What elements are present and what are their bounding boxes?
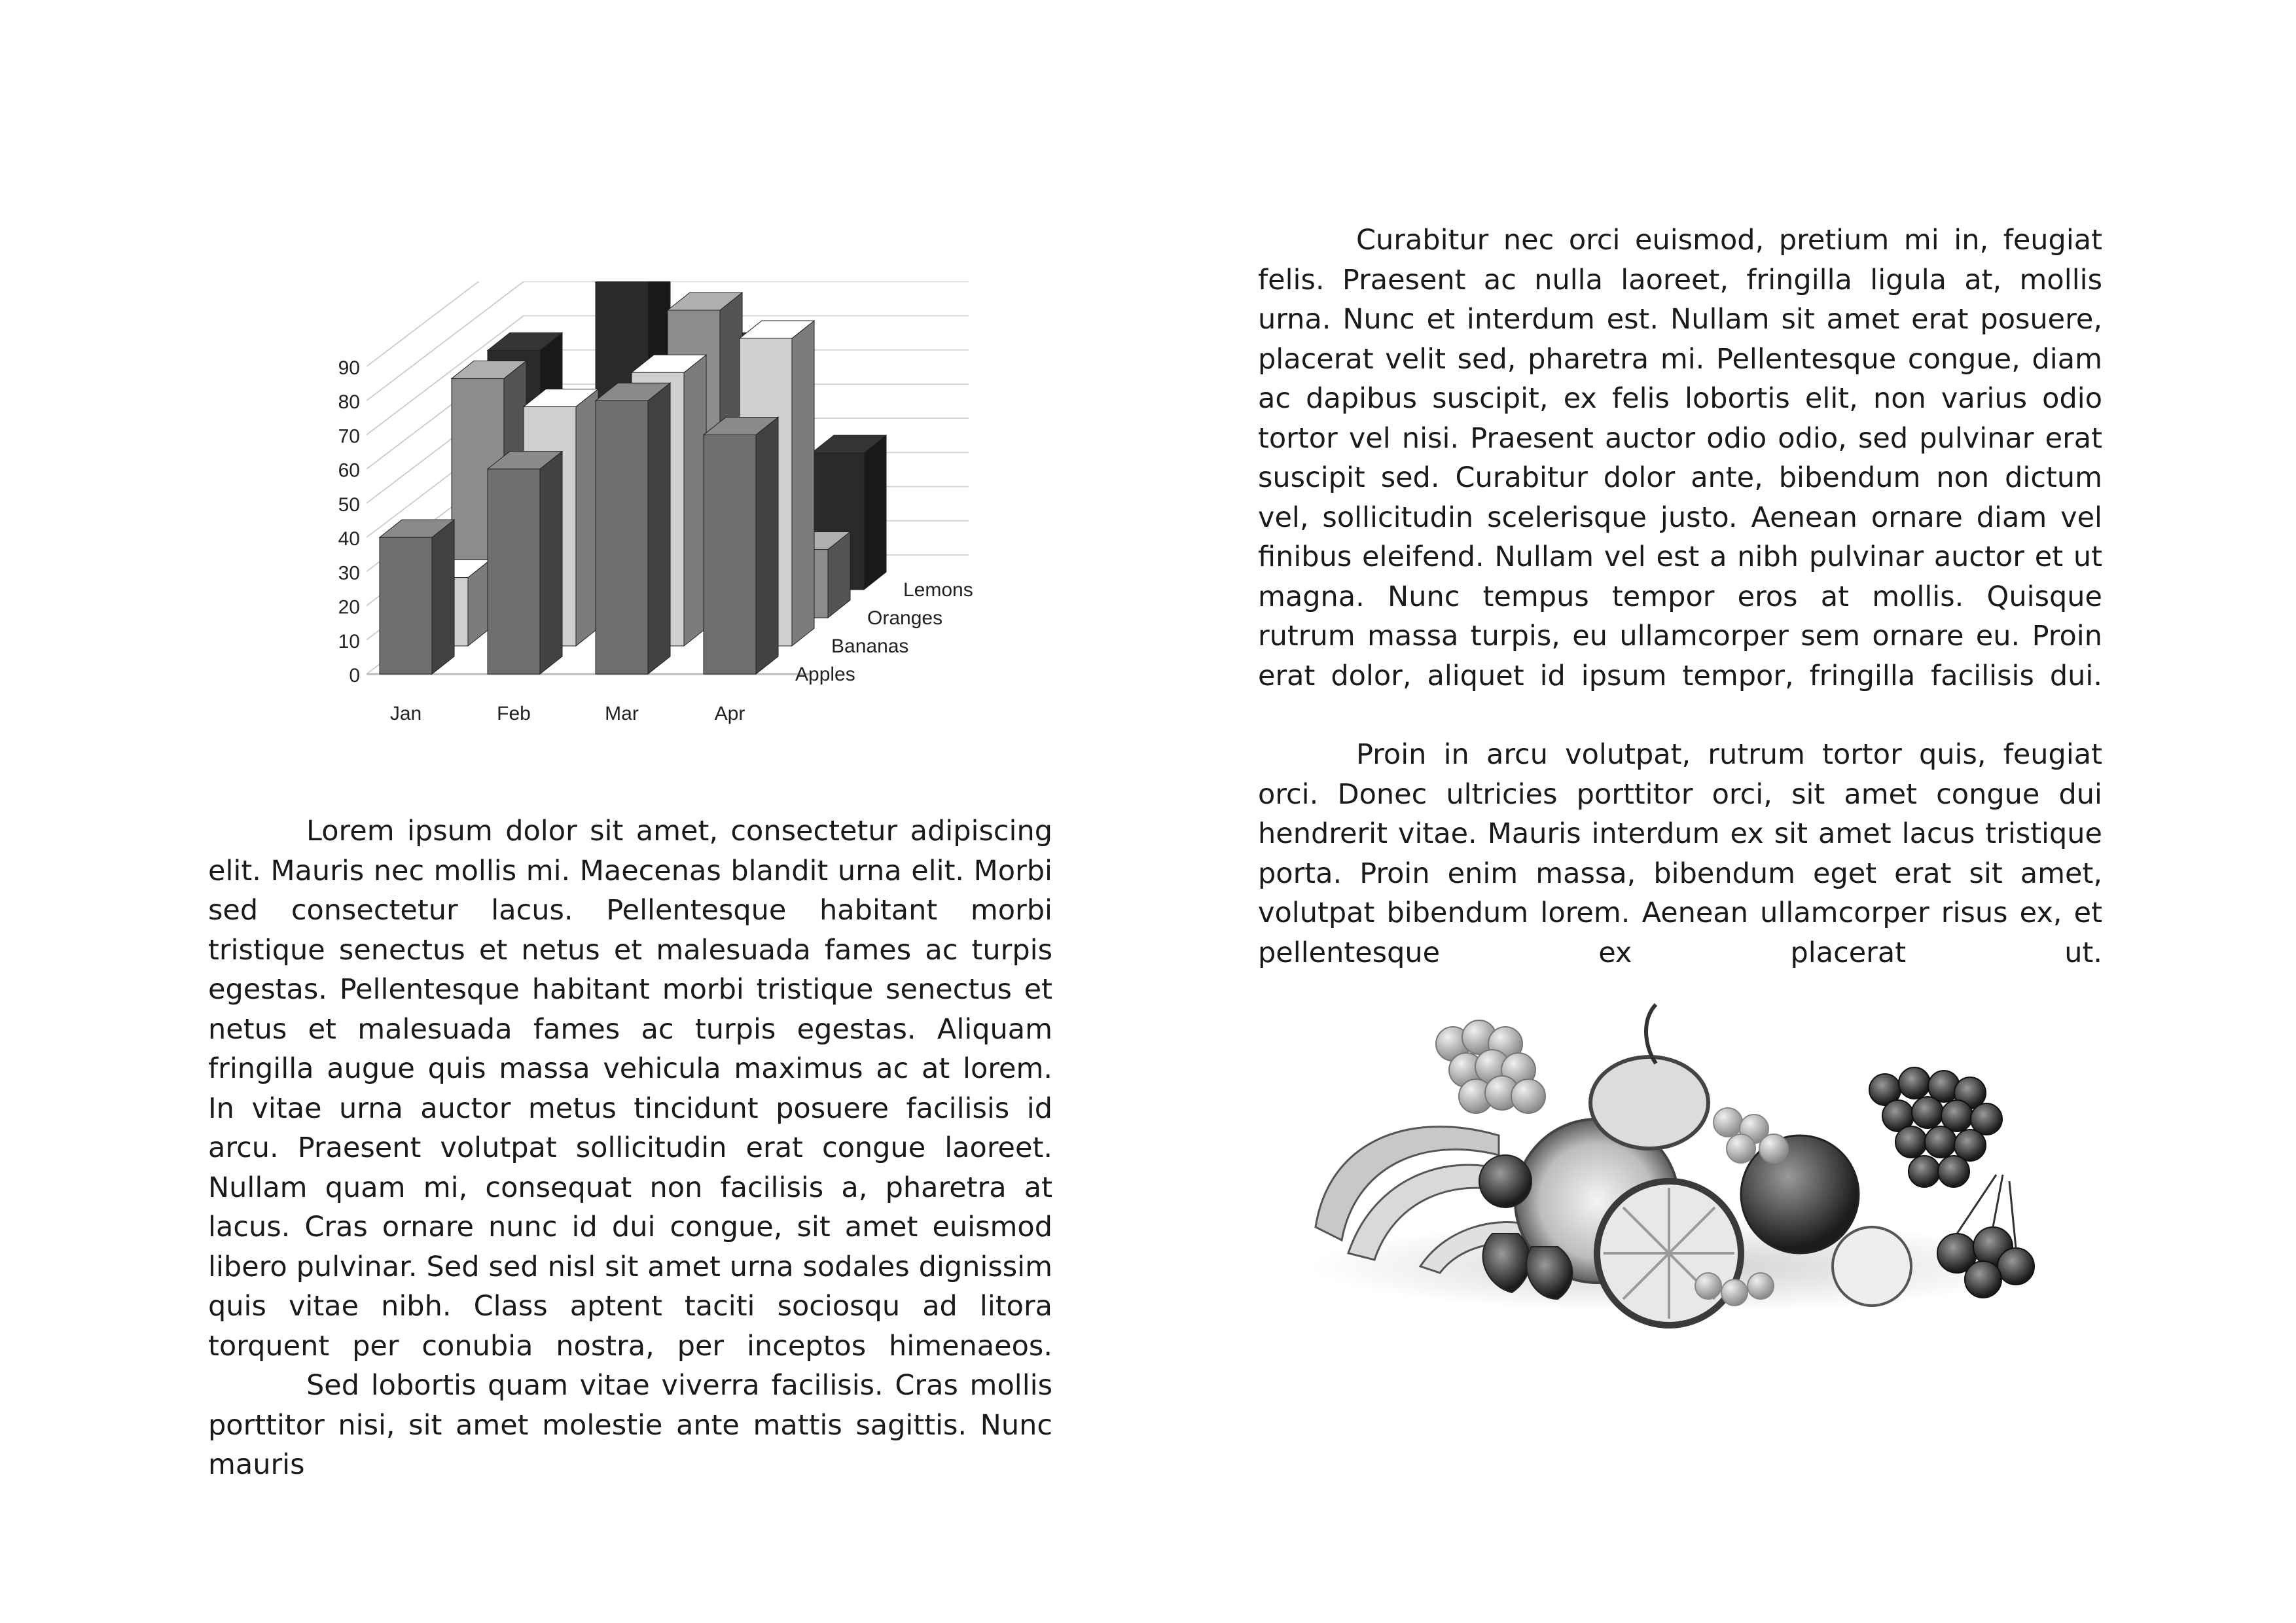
x-tick-label: Jan — [389, 703, 422, 724]
bar-chart-svg — [275, 281, 1021, 753]
y-tick-label: 30 — [338, 562, 360, 584]
right-paragraph-1: Curabitur nec orci euismod, pretium mi in, feugiat felis. Praesent ac nulla laoreet, fringilla ligula at, mollis urna. Nunc et interdum est. Nullam sit amet erat posuere, placerat velit sed, pharetra mi. Pellentesque congue, diam ac dapibus suscipit, ex felis lobortis elit, non varius odio tortor vel nisi. Praesent auctor odio odio, sed pulvinar erat suscipit sed. Curabitur dolor ante, bibendum non dictum vel, sollicitudin scelerisque justo. Aenean ornare diam vel finibus eleifend. Nullam vel est a nibh pulvinar auctor et ut magna. Nunc tempus tempor eros at mollis. Quisque rutrum massa turpis, eu ullamcorper sem ornare eu. Proin erat dolor, aliquet id ipsum tempor, fringilla facilisis dui. — [1258, 224, 2102, 692]
series-label: Lemons — [903, 579, 973, 601]
y-tick-label: 0 — [349, 665, 360, 687]
bar-chart-3d — [275, 281, 1021, 753]
bar-side — [576, 389, 598, 646]
y-tick-label: 10 — [338, 630, 360, 652]
bar-side — [756, 417, 778, 674]
y-tick-label: 90 — [338, 357, 360, 379]
x-tick-label: Feb — [497, 703, 531, 724]
bar — [380, 537, 432, 674]
y-tick-label: 60 — [338, 459, 360, 482]
bar — [596, 401, 648, 674]
right-paragraph-2: Proin in arcu volutpat, rutrum tortor quis, feugiat orci. Donec ultricies porttitor orci, sit amet congue dui hendrerit vitae. Mauris interdum ex sit amet lacus tristique porta. Proin enim massa, bibendum eget erat sit amet, volutpat bibendum lorem. Aenean ullamcorper risus ex, et pellentesque ex placerat ut. — [1258, 738, 2102, 969]
x-tick-label: Mar — [605, 703, 639, 724]
bar — [488, 469, 540, 674]
y-tick-label: 50 — [338, 493, 360, 516]
left-paragraph-2: Sed lobortis quam vitae viverra facilisis. Cras mollis porttitor nisi, sit amet molestie ante mattis sagittis. Nunc mauris — [208, 1369, 1052, 1481]
y-tick-label: 40 — [338, 528, 360, 550]
bar-side — [432, 520, 454, 674]
series-label: Apples — [795, 664, 855, 685]
bar-side — [864, 435, 886, 590]
series-label: Oranges — [867, 607, 943, 629]
x-tick-label: Apr — [714, 703, 745, 724]
right-text-column — [1258, 221, 2102, 972]
y-tick-label: 20 — [338, 596, 360, 618]
bar-side — [648, 383, 670, 674]
bar-side — [792, 321, 814, 646]
fruit-photo — [1302, 978, 2049, 1332]
bar-side — [540, 452, 562, 674]
fruit-still-life-icon — [1302, 978, 2049, 1332]
left-text-column — [208, 812, 1052, 1485]
bar — [704, 435, 756, 674]
y-tick-label: 70 — [338, 425, 360, 448]
y-tick-label: 80 — [338, 391, 360, 414]
bar-side — [684, 355, 706, 646]
series-label: Bananas — [831, 635, 909, 657]
left-paragraph-1: Lorem ipsum dolor sit amet, consectetur adipiscing elit. Mauris nec mollis mi. Maecenas blandit urna elit. Morbi sed consectetur lacus. Pellentesque habitant morbi tristique senectus et netus et malesuada fames ac turpis egestas. Pellentesque habitant morbi tristique senectus et netus et malesuada fames ac turpis egestas. Aliquam fringilla augue quis massa vehicula maximus ac at lorem. In vitae urna auctor metus tincidunt posuere facilisis id arcu. Praesent volutpat sollicitudin erat congue laoreet. Nullam quam mi, consequat non facilisis a, pharetra at lacus. Cras ornare nunc id dui congue, sit amet euismod libero pulvinar. Sed sed nisl sit amet urna sodales dignissim quis vitae nibh. Class aptent taciti sociosqu ad litora torquent per conubia nostra, per inceptos himenaeos. — [208, 815, 1052, 1363]
